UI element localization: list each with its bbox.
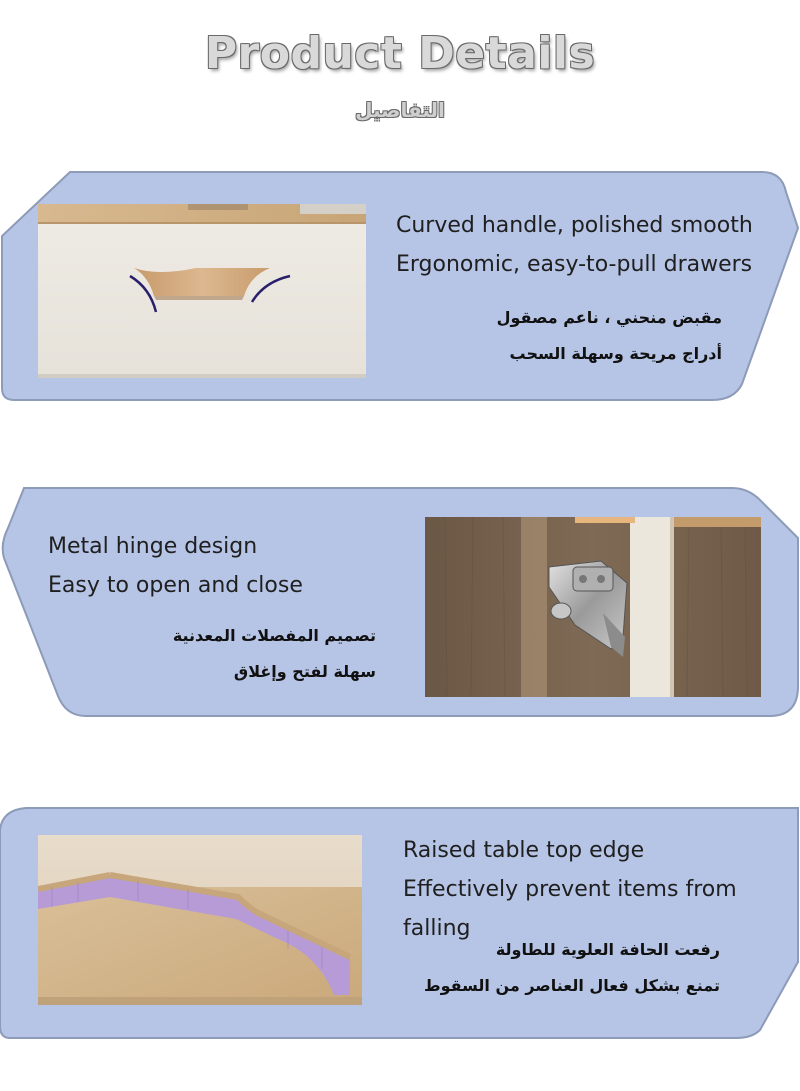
feature-1-arabic bbox=[420, 300, 722, 372]
feature-2-arabic bbox=[80, 618, 376, 690]
feature-3-line-3: falling bbox=[403, 916, 471, 941]
feature-1-english bbox=[396, 206, 791, 284]
feature-2-ar-line-2: سهلة لفتح وإغلاق bbox=[233, 662, 376, 681]
drawer-handle-photo bbox=[38, 204, 366, 378]
page-title: Product Details bbox=[204, 28, 596, 79]
feature-3-ar-line-1: رفعت الحافة العلوية للطاولة bbox=[495, 940, 720, 959]
raised-edge-photo bbox=[38, 835, 362, 1005]
feature-band-handle bbox=[0, 168, 800, 404]
page-subtitle-arabic: التفاصيل bbox=[355, 98, 445, 122]
metal-hinge-photo bbox=[425, 517, 761, 697]
feature-3-line-2: Effectively prevent items from bbox=[403, 877, 737, 902]
feature-2-line-1: Metal hinge design bbox=[48, 534, 258, 559]
feature-3-arabic bbox=[400, 932, 720, 1004]
feature-band-raised-edge bbox=[0, 804, 800, 1042]
feature-2-line-2: Easy to open and close bbox=[48, 573, 303, 598]
feature-1-line-2: Ergonomic, easy-to-pull drawers bbox=[396, 252, 753, 277]
feature-3-english bbox=[403, 831, 798, 948]
feature-3-line-1: Raised table top edge bbox=[403, 838, 645, 863]
feature-band-hinge bbox=[0, 484, 800, 724]
feature-1-ar-line-2: أدراج مريحة وسهلة السحب bbox=[509, 344, 722, 363]
feature-1-line-1: Curved handle, polished smooth bbox=[396, 213, 753, 238]
feature-1-ar-line-1: مقبض منحني ، ناعم مصقول bbox=[496, 308, 722, 327]
feature-3-ar-line-2: تمنع بشكل فعال العناصر من السقوط bbox=[423, 976, 720, 995]
feature-2-english bbox=[48, 527, 408, 605]
feature-2-ar-line-1: تصميم المفصلات المعدنية bbox=[172, 626, 376, 645]
